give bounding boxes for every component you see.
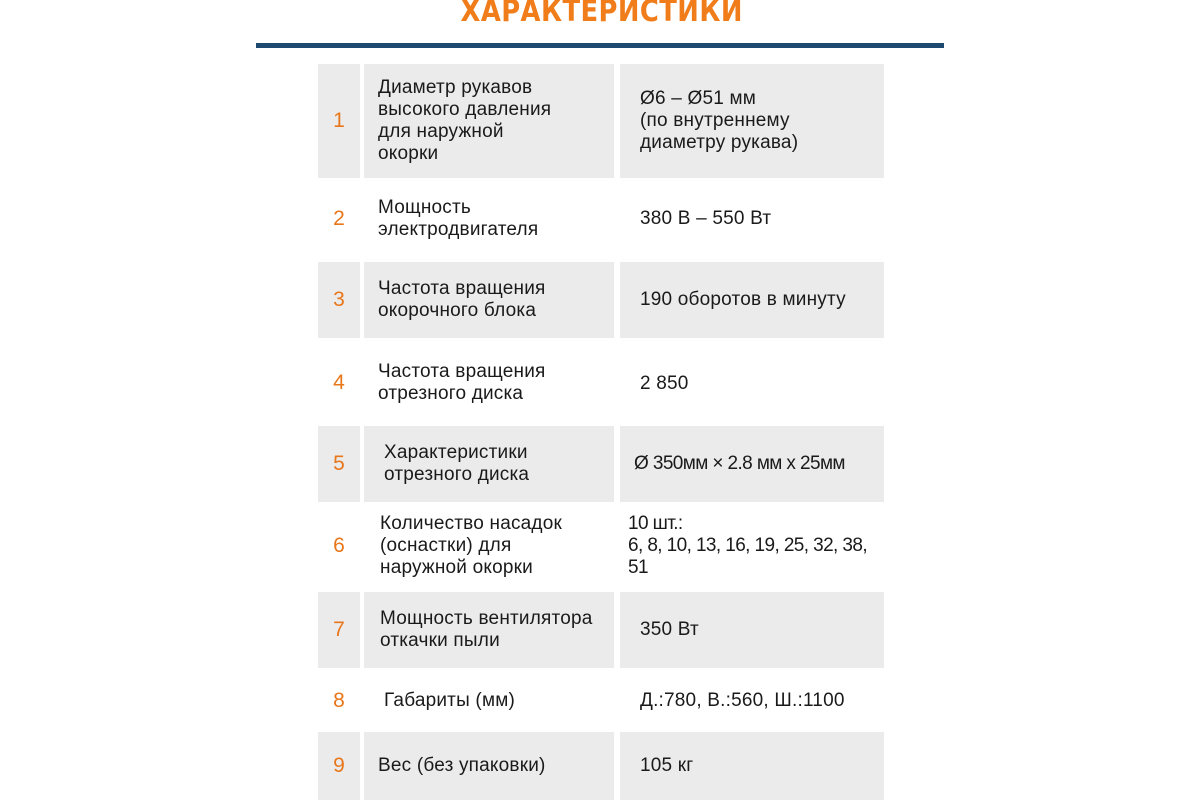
table-row [318,732,884,800]
table-row [318,506,884,586]
spec-value: 380 В – 550 Вт [640,208,772,229]
row-number: 2 [333,207,345,230]
spec-value: 2 850 [640,373,689,394]
spec-value: Ø 350мм × 2.8 мм x 25мм [620,426,884,502]
spec-name: Характеристики отрезного диска [364,426,614,502]
row-number: 3 [318,262,360,338]
spec-value: Ø6 – Ø51 мм (по внутреннему диаметру рукава) [620,64,884,178]
spec-value: 350 Вт [620,592,884,668]
row-number: 7 [318,592,360,668]
row-number: 9 [318,732,360,800]
spec-name: Мощность электродвигателя [378,197,539,240]
row-number: 4 [333,371,345,394]
spec-value: Д.:780, В.:560, Ш.:1100 [640,690,845,711]
spec-name: Мощность вентилятора откачки пыли [364,592,614,668]
spec-value: 10 шт.: 6, 8, 10, 13, 16, 19, 25, 32, 38, 51 [628,513,868,578]
spec-name: Диаметр рукавов высокого давления для наружной окорки [364,64,614,178]
spec-name: Количество насадок (оснастки) для наружной окорки [380,513,563,578]
table-row [318,344,884,422]
row-number: 5 [318,426,360,502]
table-row [318,64,884,178]
spec-value: 190 оборотов в минуту [620,262,884,338]
spec-name: Габариты (мм) [384,690,515,711]
page-title: ХАРАКТЕРИСТИКИ [460,0,743,29]
table-row [318,672,884,730]
table-row [318,426,884,502]
spec-name: Частота вращения отрезного диска [378,361,546,404]
table-row [318,592,884,668]
table-row [318,182,884,256]
table-row [318,262,884,338]
row-number: 1 [318,64,360,178]
spec-name: Вес (без упаковки) [364,732,614,800]
spec-name: Частота вращения окорочного блока [364,262,614,338]
row-number: 6 [333,534,345,557]
spec-value: 105 кг [620,732,884,800]
row-number: 8 [333,689,345,712]
